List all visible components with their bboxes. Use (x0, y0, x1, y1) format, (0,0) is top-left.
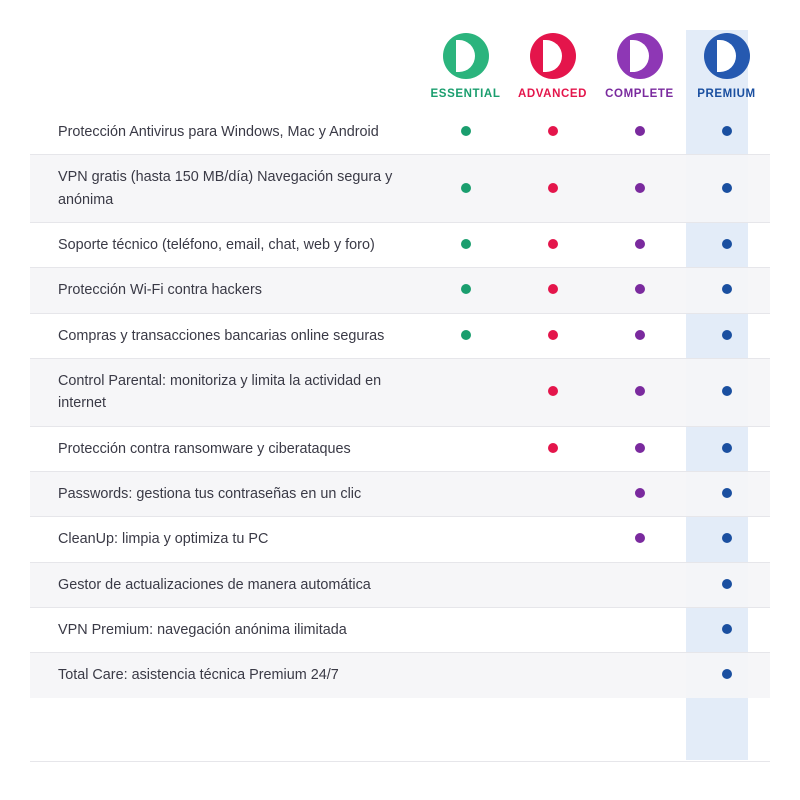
cell-advanced (509, 517, 596, 562)
excluded-dot (461, 533, 471, 543)
cell-advanced (509, 222, 596, 267)
table-header (30, 0, 770, 110)
table-row (30, 607, 770, 652)
cell-premium (683, 313, 770, 358)
included-dot (548, 284, 558, 294)
cell-advanced (509, 110, 596, 155)
included-dot (722, 533, 732, 543)
cell-advanced (509, 313, 596, 358)
excluded-dot (461, 443, 471, 453)
included-dot (548, 126, 558, 136)
cell-advanced (509, 268, 596, 313)
excluded-dot (548, 533, 558, 543)
cell-premium (683, 110, 770, 155)
table-row (30, 426, 770, 471)
included-dot (635, 330, 645, 340)
included-dot (722, 330, 732, 340)
brand-logo-icon (443, 33, 489, 79)
cell-essential (422, 562, 509, 607)
excluded-dot (548, 579, 558, 589)
feature-label: Gestor de actualizaciones de manera automática (30, 562, 422, 607)
included-dot (635, 533, 645, 543)
cell-essential (422, 222, 509, 267)
cell-complete (596, 607, 683, 652)
feature-label: Protección Wi-Fi contra hackers (30, 268, 422, 313)
cell-advanced (509, 426, 596, 471)
feature-label: Passwords: gestiona tus contraseñas en un clic (30, 471, 422, 516)
cell-advanced (509, 653, 596, 698)
cell-complete (596, 222, 683, 267)
cell-advanced (509, 562, 596, 607)
included-dot (722, 239, 732, 249)
table-row (30, 313, 770, 358)
table-row (30, 110, 770, 155)
cell-essential (422, 268, 509, 313)
cell-premium (683, 426, 770, 471)
cell-essential (422, 313, 509, 358)
excluded-dot (548, 669, 558, 679)
cell-premium (683, 562, 770, 607)
excluded-dot (548, 488, 558, 498)
cell-essential (422, 471, 509, 516)
feature-label: VPN gratis (hasta 150 MB/día) Navegación segura y anónima (30, 155, 422, 223)
table-row (30, 222, 770, 267)
included-dot (722, 488, 732, 498)
cell-premium (683, 268, 770, 313)
excluded-dot (635, 579, 645, 589)
cell-complete (596, 155, 683, 223)
cell-essential (422, 653, 509, 698)
included-dot (722, 284, 732, 294)
included-dot (722, 386, 732, 396)
plan-comparison-table (30, 0, 770, 698)
cell-advanced (509, 358, 596, 426)
included-dot (635, 284, 645, 294)
table-row (30, 268, 770, 313)
included-dot (461, 284, 471, 294)
excluded-dot (461, 579, 471, 589)
included-dot (635, 126, 645, 136)
plan-name-essential: ESSENTIAL (430, 88, 501, 100)
included-dot (461, 330, 471, 340)
included-dot (548, 386, 558, 396)
feature-label: Protección contra ransomware y ciberataques (30, 426, 422, 471)
feature-label: Control Parental: monitoriza y limita la actividad en internet (30, 358, 422, 426)
plan-header-complete (596, 0, 683, 110)
table-row (30, 358, 770, 426)
plan-name-complete: COMPLETE (605, 88, 674, 100)
feature-label: Compras y transacciones bancarias online seguras (30, 313, 422, 358)
cell-complete (596, 110, 683, 155)
included-dot (722, 183, 732, 193)
plan-name-premium: PREMIUM (697, 88, 756, 100)
cell-advanced (509, 471, 596, 516)
cell-complete (596, 268, 683, 313)
feature-label: Soporte técnico (teléfono, email, chat, web y foro) (30, 222, 422, 267)
plan-name-advanced: ADVANCED (517, 88, 588, 100)
table-row (30, 471, 770, 516)
included-dot (635, 386, 645, 396)
table-body (30, 110, 770, 698)
excluded-dot (635, 669, 645, 679)
excluded-dot (461, 669, 471, 679)
cell-essential (422, 607, 509, 652)
included-dot (722, 443, 732, 453)
cell-complete (596, 653, 683, 698)
feature-label: Total Care: asistencia técnica Premium 24/7 (30, 653, 422, 698)
cell-premium (683, 653, 770, 698)
feature-label: CleanUp: limpia y optimiza tu PC (30, 517, 422, 562)
included-dot (461, 183, 471, 193)
cell-complete (596, 517, 683, 562)
cell-essential (422, 110, 509, 155)
included-dot (635, 183, 645, 193)
plan-header-essential (422, 0, 509, 110)
cell-essential (422, 358, 509, 426)
cell-advanced (509, 155, 596, 223)
cell-complete (596, 358, 683, 426)
cell-premium (683, 517, 770, 562)
included-dot (548, 239, 558, 249)
included-dot (548, 443, 558, 453)
included-dot (461, 239, 471, 249)
included-dot (722, 669, 732, 679)
cell-essential (422, 426, 509, 471)
cell-premium (683, 607, 770, 652)
excluded-dot (461, 488, 471, 498)
cell-premium (683, 155, 770, 223)
cell-essential (422, 155, 509, 223)
table-row (30, 517, 770, 562)
brand-logo-icon (530, 33, 576, 79)
feature-label: Protección Antivirus para Windows, Mac y Android (58, 124, 379, 140)
feature-column-header (30, 0, 422, 110)
included-dot (548, 330, 558, 340)
table-row (30, 653, 770, 698)
cell-essential (422, 517, 509, 562)
table-row (30, 155, 770, 223)
cell-premium (683, 358, 770, 426)
excluded-dot (461, 624, 471, 634)
plan-header-premium (683, 0, 770, 110)
included-dot (635, 239, 645, 249)
cell-complete (596, 471, 683, 516)
included-dot (635, 488, 645, 498)
cell-advanced (509, 607, 596, 652)
plan-header-advanced (509, 0, 596, 110)
included-dot (722, 126, 732, 136)
cell-complete (596, 313, 683, 358)
included-dot (461, 126, 471, 136)
included-dot (548, 183, 558, 193)
included-dot (635, 443, 645, 453)
included-dot (722, 579, 732, 589)
cell-premium (683, 222, 770, 267)
excluded-dot (635, 624, 645, 634)
feature-label: VPN Premium: navegación anónima ilimitada (30, 607, 422, 652)
included-dot (722, 624, 732, 634)
cell-complete (596, 562, 683, 607)
excluded-dot (548, 624, 558, 634)
cell-complete (596, 426, 683, 471)
cell-premium (683, 471, 770, 516)
brand-logo-icon (704, 33, 750, 79)
brand-logo-icon (617, 33, 663, 79)
excluded-dot (461, 386, 471, 396)
table-row (30, 562, 770, 607)
table-bottom-divider (30, 761, 770, 762)
